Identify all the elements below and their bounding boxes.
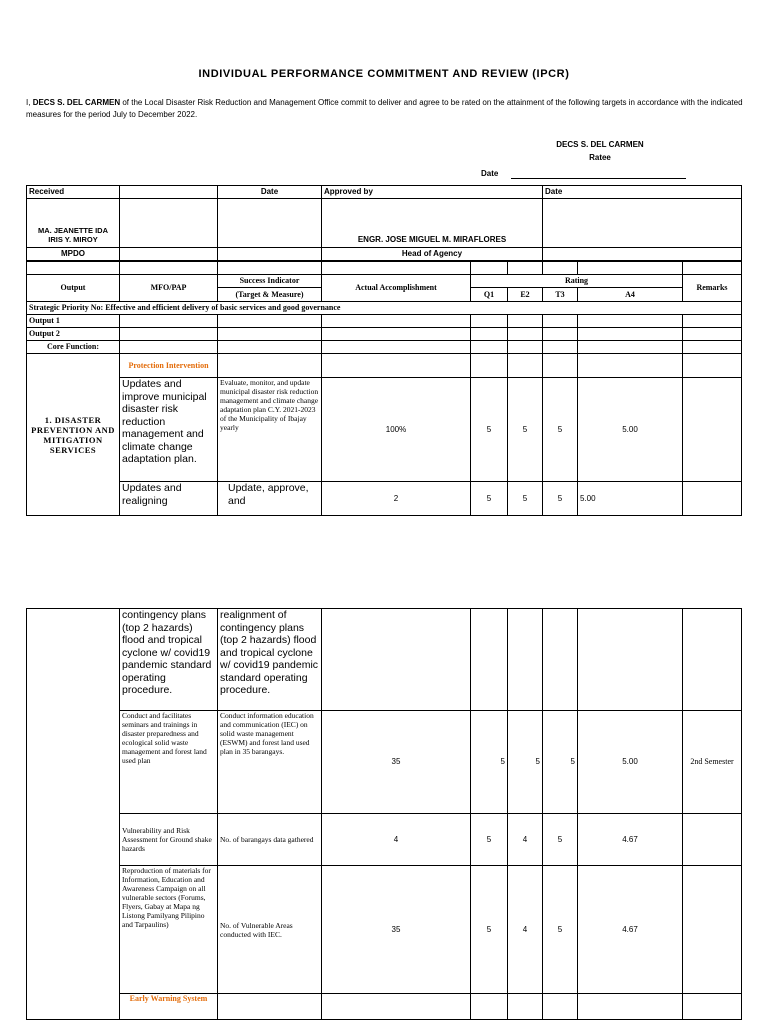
output-1: Output 1: [27, 315, 120, 328]
mfo-cell: Conduct and facilitates seminars and trainings in disaster preparedness and ecological solid waste management and forest land used plan: [120, 711, 218, 814]
intro-prefix: I,: [26, 98, 31, 107]
e2-cell: 5: [508, 378, 543, 482]
q1-cell: 5: [471, 482, 508, 516]
a4-cell: 5.00: [578, 482, 683, 516]
mfo-cell: Vulnerability and Risk Assessment for Ground shake hazards: [120, 814, 218, 866]
remarks-cell: [683, 482, 742, 516]
col-remarks: Remarks: [683, 275, 742, 302]
mfo-cell: Reproduction of materials for Information, Education and Awareness Campaign on all vulnerable sectors (Forums, Flyers, Gabay at Mapa ng Listong Pamilyang Pilipino and Tarpaulins): [120, 866, 218, 994]
col-t3: T3: [543, 288, 578, 302]
intro-name: DECS S. DEL CARMEN: [32, 98, 121, 107]
col-success-indicator: Success Indicator: [218, 275, 322, 288]
t3-cell: 5: [543, 482, 578, 516]
approval-table: [26, 185, 742, 261]
ratee-name: DECS S. DEL CARMEN: [556, 140, 644, 149]
actual-cell: 35: [322, 711, 471, 814]
col-output: Output: [27, 275, 120, 302]
col-q1: Q1: [471, 288, 508, 302]
mfo-cell: contingency plans (top 2 hazards) flood and tropical cyclone w/ covid19 pandemic standard operating procedure.: [120, 609, 218, 711]
t3-cell: 5: [543, 378, 578, 482]
commitment-statement: [26, 97, 746, 121]
ipcr-table-continued: [26, 608, 742, 1020]
indicator-cell: No. of barangays data gathered: [218, 814, 322, 866]
actual-cell: 4: [322, 814, 471, 866]
e2-cell: 4: [508, 866, 543, 994]
mfo-cell: Updates and realigning: [120, 482, 218, 516]
receiver-name: MA. JEANETTE IDA IRIS Y. MIROY: [27, 199, 120, 248]
mfo-cell: Updates and improve municipal disaster risk reduction management and climate change adaptation plan.: [120, 378, 218, 482]
disaster-prevention-output: 1. DISASTER PREVENTION AND MITIGATION SERVICES: [27, 354, 120, 516]
t3-cell: 5: [543, 866, 578, 994]
q1-cell: 5: [471, 711, 508, 814]
document-title: INDIVIDUAL PERFORMANCE COMMITMENT AND REVIEW (IPCR): [198, 68, 570, 80]
approver-role: Head of Agency: [322, 248, 543, 261]
date-label: Date: [481, 169, 499, 178]
remarks-cell: [683, 814, 742, 866]
intro-text: of the Local Disaster Risk Reduction and Management Office commit to deliver and agree to be rated on the attainment of the following targets in accordance with the indicated measures for the period July to December 2022.: [26, 98, 743, 119]
remarks-cell: 2nd Semester: [683, 711, 742, 814]
receiver-office: MPDO: [27, 248, 120, 261]
actual-cell: 2: [322, 482, 471, 516]
a4-cell: 5.00: [578, 711, 683, 814]
date-header: Date: [218, 186, 322, 199]
q1-cell: 5: [471, 814, 508, 866]
received-label: Received: [27, 186, 120, 199]
early-warning-label: Early Warning System: [120, 994, 218, 1020]
q1-cell: 5: [471, 378, 508, 482]
actual-cell: 35: [322, 866, 471, 994]
indicator-cell: realignment of contingency plans (top 2 hazards) flood and tropical cyclone w/ covid19 pandemic standard operating procedure.: [218, 609, 322, 711]
indicator-cell: Update, approve, and: [218, 482, 322, 516]
protection-intervention-label: Protection Intervention: [120, 354, 218, 378]
ratee-label: Ratee: [589, 153, 611, 162]
e2-cell: 5: [508, 711, 543, 814]
approver-name: ENGR. JOSE MIGUEL M. MIRAFLORES: [322, 199, 543, 248]
remarks-cell: [683, 866, 742, 994]
remarks-cell: [683, 378, 742, 482]
col-rating: Rating: [471, 275, 683, 288]
approved-by-label: Approved by: [322, 186, 543, 199]
col-actual-accomplishment: Actual Accomplishment: [322, 275, 471, 302]
e2-cell: 5: [508, 482, 543, 516]
e2-cell: 4: [508, 814, 543, 866]
output-2: Output 2: [27, 328, 120, 341]
date-signature-line: [511, 178, 686, 179]
date-header-2: Date: [543, 186, 742, 199]
a4-cell: 4.67: [578, 866, 683, 994]
a4-cell: 5.00: [578, 378, 683, 482]
a4-cell: 4.67: [578, 814, 683, 866]
t3-cell: 5: [543, 814, 578, 866]
col-target-measure: (Target & Measure): [218, 288, 322, 302]
indicator-cell: Conduct information education and communication (IEC) on solid waste management (ESWM) and forest land used plan in 35 barangays.: [218, 711, 322, 814]
indicator-cell: Evaluate, monitor, and update municipal disaster risk reduction management and climate change adaptation plan C.Y. 2021-2023 of the Municipality of Ibajay yearly: [218, 378, 322, 482]
t3-cell: 5: [543, 711, 578, 814]
col-a4: A4: [578, 288, 683, 302]
core-function: Core Function:: [27, 341, 120, 354]
col-e2: E2: [508, 288, 543, 302]
ipcr-table: [26, 261, 742, 516]
indicator-cell: No. of Vulnerable Areas conducted with IEC.: [218, 866, 322, 994]
strategic-priority: Strategic Priority No: Effective and efficient delivery of basic services and good governance: [27, 302, 742, 315]
q1-cell: 5: [471, 866, 508, 994]
col-mfo-pap: MFO/PAP: [120, 275, 218, 302]
actual-cell: 100%: [322, 378, 471, 482]
